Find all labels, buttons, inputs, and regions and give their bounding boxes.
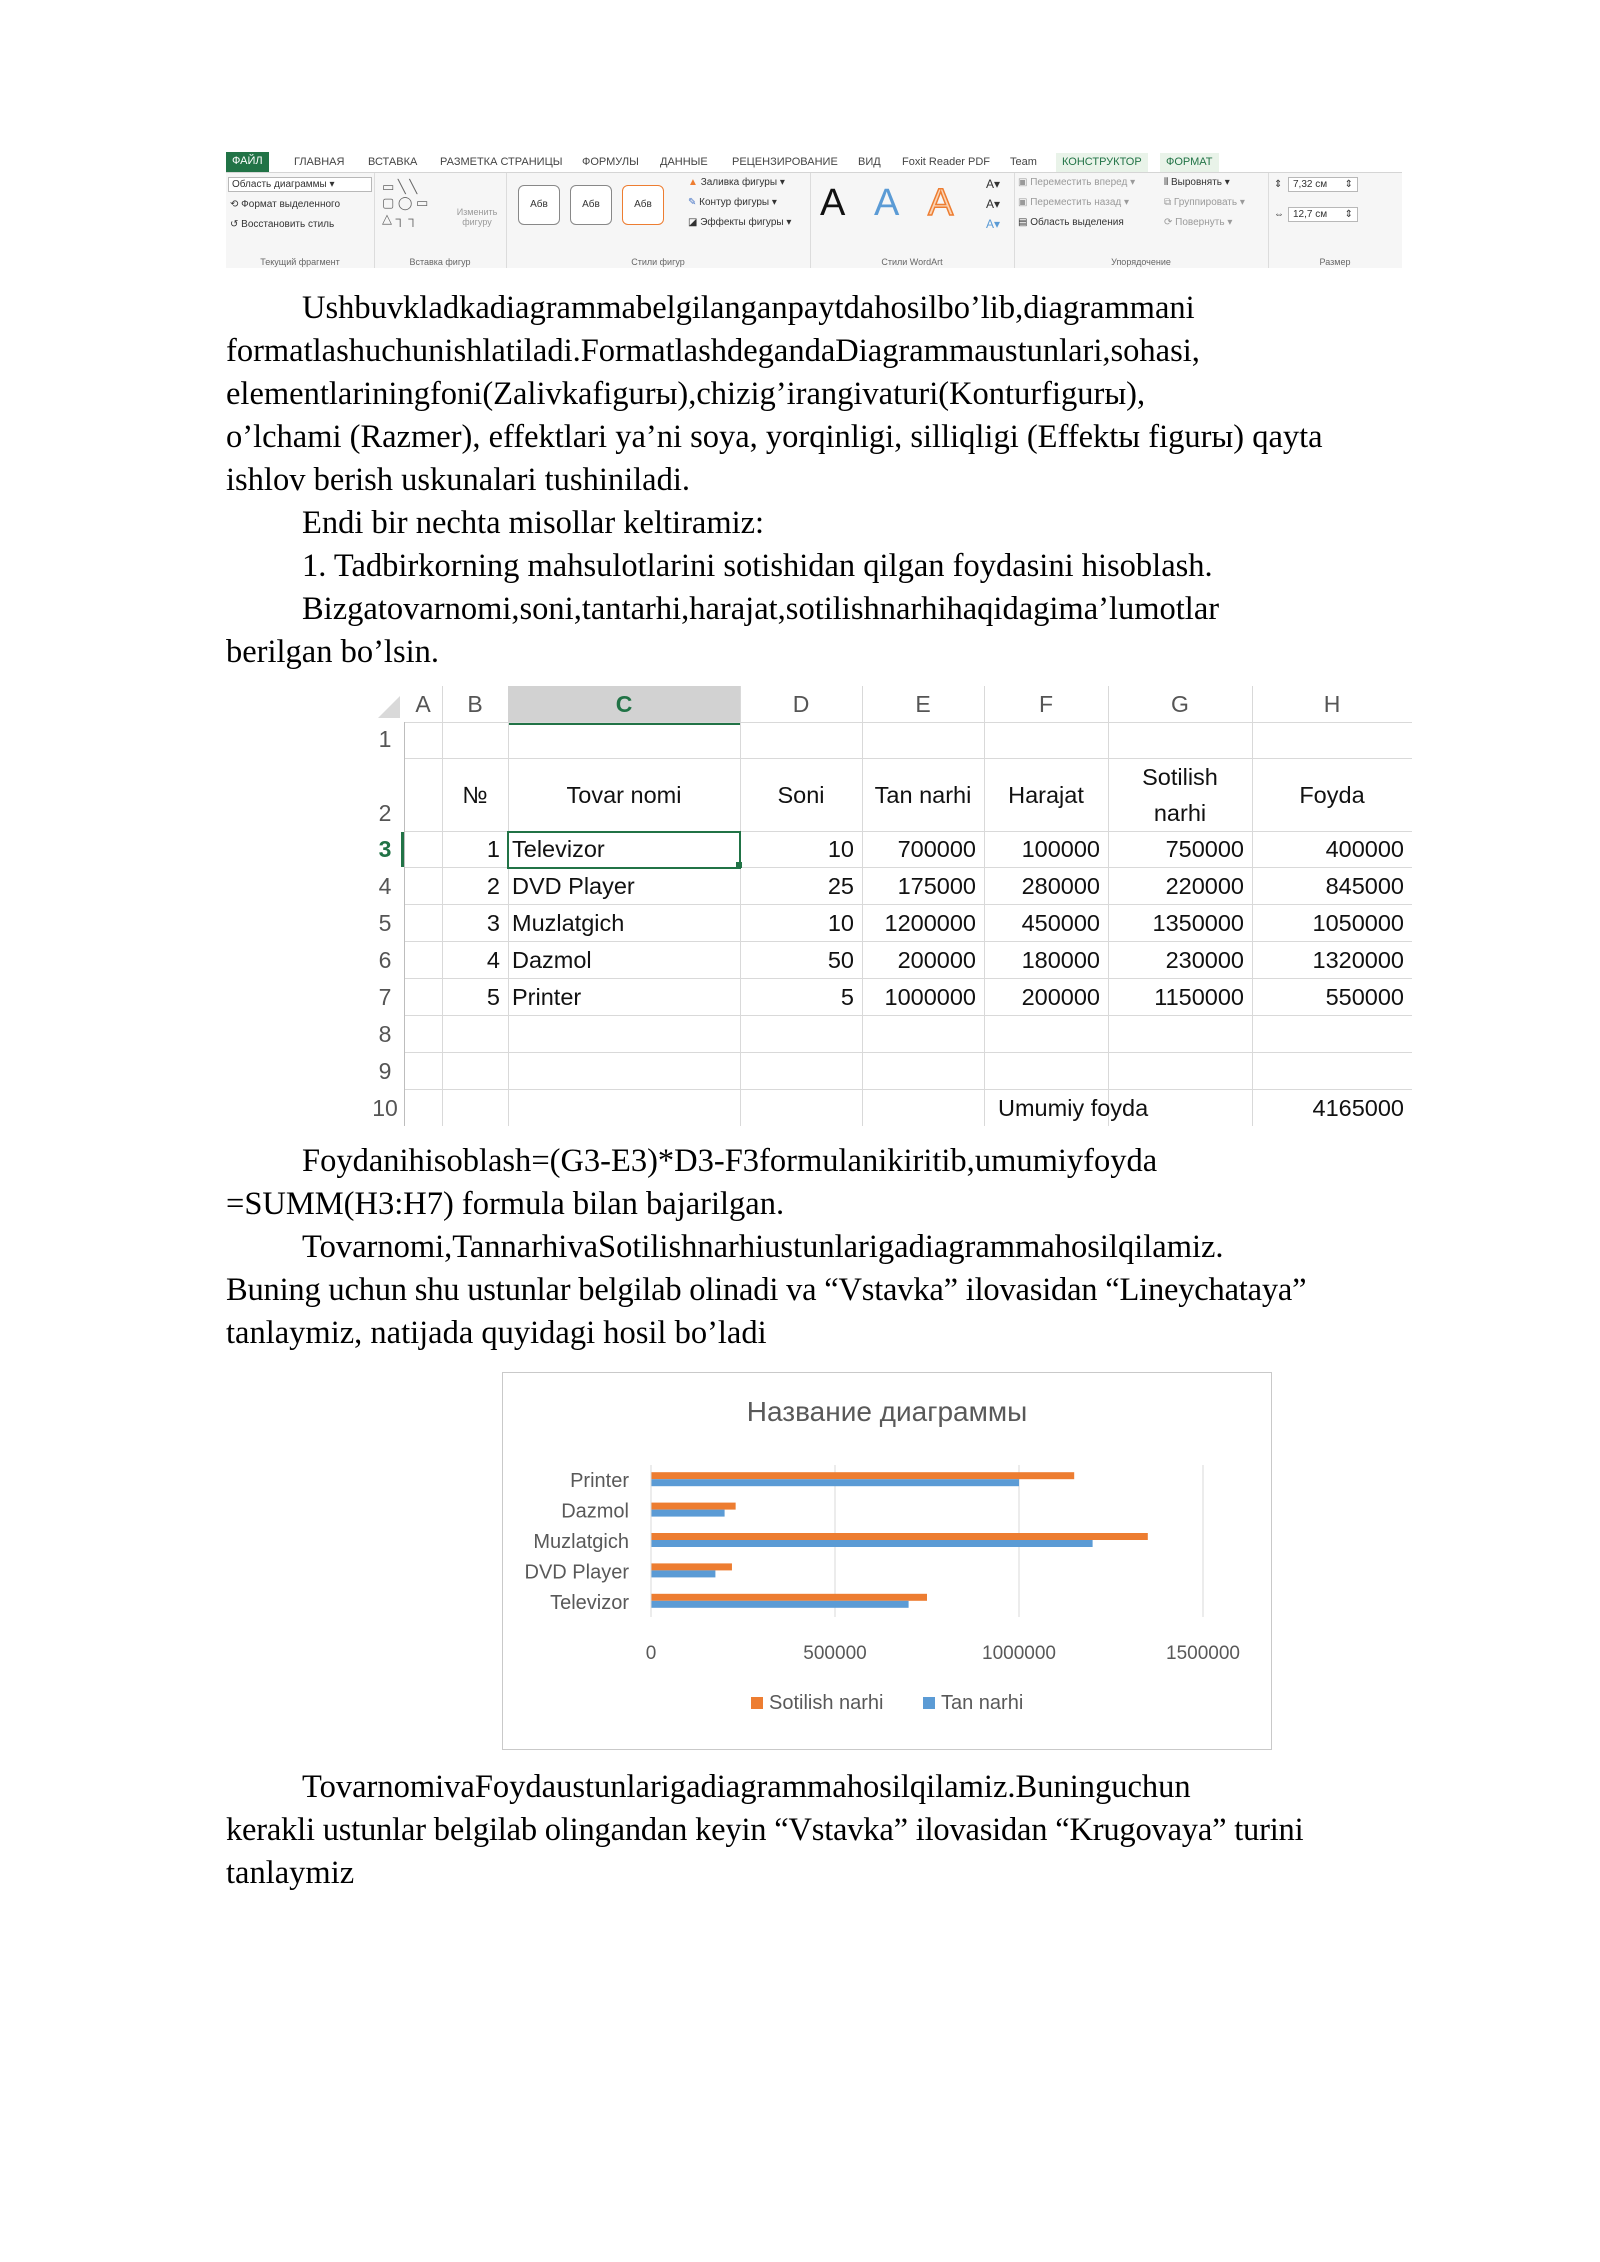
word: figurы), (1041, 376, 1146, 412)
cell-number[interactable]: 4 (486, 947, 500, 973)
row-selection-marker (401, 832, 404, 867)
column-header-a[interactable]: A (404, 686, 443, 722)
row-header-1[interactable]: 1 (378, 726, 392, 752)
group-label: Стили WordArt (881, 257, 943, 267)
word: rangi (795, 376, 863, 412)
tab-team[interactable]: Team (1010, 156, 1037, 168)
height-icon: ⇕ (1274, 179, 1283, 190)
legend-swatch (751, 1697, 763, 1709)
word: haqidagi (946, 591, 1059, 627)
column-header-b[interactable]: B (442, 686, 509, 722)
header-expense[interactable]: Harajat (1008, 782, 1084, 808)
word: hisoblash (408, 1143, 532, 1179)
word: diagramma (489, 290, 636, 326)
bar-tan-narhi (651, 1570, 715, 1577)
chart-element-dropdown[interactable]: Область диаграммы ▾ (228, 177, 372, 192)
paragraph-intro (226, 287, 1470, 502)
shape-height-input[interactable]: 7,32 см ⇕ (1288, 177, 1358, 192)
cell-expense[interactable]: 100000 (1021, 836, 1100, 862)
cell-product-name[interactable]: Printer (512, 984, 582, 1010)
cell-cost[interactable]: 175000 (897, 873, 976, 899)
text-line: ishlov berish uskunalari tushiniladi. (226, 462, 690, 498)
text-line: berilgan bo’lsin. (226, 634, 440, 670)
gridline (404, 722, 1412, 723)
word: harajat, (689, 591, 786, 627)
total-profit-label[interactable]: Umumiy foyda (998, 1095, 1149, 1121)
chart-canvas (503, 1373, 1271, 1749)
group-current-fragment (226, 173, 375, 268)
word: tan (581, 591, 622, 627)
word: narhi (697, 1229, 765, 1265)
bar-tan-narhi (651, 1601, 909, 1608)
group-wordart (810, 173, 1015, 268)
cell-product-name[interactable]: Muzlatgich (512, 910, 625, 936)
row-header-10[interactable]: 10 (372, 1095, 398, 1121)
line-text: kerakli ustunlar belgilab olingandan keyin “Vstavka” ilovasidan “Krugovaya” turini (226, 1812, 1304, 1848)
word: Tovar (302, 1229, 378, 1265)
legend-label: Sotilish narhi (769, 1692, 884, 1714)
column-header-d[interactable]: D (740, 686, 863, 722)
cell-product-name[interactable]: Televizor (512, 836, 605, 862)
column-header-h[interactable]: H (1323, 691, 1341, 717)
group-label: Упорядочение (1111, 257, 1171, 267)
cell-cost[interactable]: 1000000 (884, 984, 976, 1010)
tab-foxit[interactable]: Foxit Reader PDF (902, 156, 991, 168)
word: Diagramma (835, 333, 989, 369)
row-header-5[interactable]: 5 (378, 910, 392, 936)
gridline (404, 1015, 1412, 1016)
bar-tan-narhi (651, 1510, 725, 1517)
tab-page-layout[interactable]: РАЗМЕТКА СТРАНИЦЫ (440, 156, 563, 168)
word: Tovar (302, 1769, 378, 1805)
cell-number[interactable]: 1 (486, 836, 500, 862)
group-label: Размер (1319, 257, 1351, 267)
word: narhi (500, 1229, 568, 1265)
text-line (226, 1766, 1470, 1809)
word: Tan (452, 1229, 501, 1265)
header-cost[interactable]: Tan narhi (874, 782, 972, 808)
word: formulani (759, 1143, 888, 1179)
group-shape-styles (506, 173, 811, 268)
word: elementlarining (226, 376, 430, 412)
cell-product-name[interactable]: Dazmol (512, 947, 592, 973)
text-line (226, 1226, 1470, 1269)
group-arrange (1014, 173, 1269, 268)
cell-sale-price[interactable]: 1150000 (1154, 984, 1244, 1010)
word: belgilangan (635, 290, 788, 326)
align-button[interactable]: ⫴ Выровнять ▾ (1164, 177, 1230, 188)
tab-data[interactable]: ДАННЫЕ (660, 156, 708, 168)
cell-product-name[interactable]: DVD Player (512, 873, 635, 899)
word: nomi, (377, 1229, 453, 1265)
paragraph-pie-chart (226, 1766, 1470, 1895)
word: Foydani (302, 1143, 409, 1179)
cell-expense[interactable]: 180000 (1021, 947, 1100, 973)
spreadsheet-screenshot (366, 686, 1412, 1126)
group-button[interactable]: ⧉ Группировать ▾ (1164, 197, 1245, 208)
shape-width-input[interactable]: 12,7 см ⇕ (1288, 207, 1358, 222)
word: sotilish (785, 591, 880, 627)
shape-fill-label: Заливка фигуры (700, 177, 778, 188)
selection-pane-button[interactable]: ▤ Область выделения (1018, 217, 1124, 228)
word: Sotilish (598, 1229, 698, 1265)
cell-count[interactable]: 10 (827, 836, 854, 862)
shape-outline-button[interactable]: ✎ Контур фигуры ▾ (688, 197, 777, 208)
bar-tan-narhi (651, 1540, 1093, 1547)
word: (Kontur (938, 376, 1042, 412)
bar-sotilish-narhi (651, 1563, 732, 1570)
bring-forward-button[interactable]: ▣ Переместить вперед ▾ (1018, 177, 1136, 188)
shape-style-preset[interactable]: Абв (518, 185, 560, 225)
word: paytda (787, 290, 875, 326)
bar-sotilish-narhi (651, 1533, 1148, 1540)
shapes-gallery[interactable]: ▭ ╲ ╲ ▢ ◯ ▭ △ ┐ ┐ (382, 179, 429, 226)
cell-sale-price[interactable]: 1350000 (1152, 910, 1244, 936)
word: bo’lib, (937, 290, 1024, 326)
cell-count[interactable]: 5 (840, 984, 854, 1010)
rotate-button[interactable]: ⟳ Повернуть ▾ (1164, 217, 1233, 228)
chart-title: Название диаграммы (746, 1396, 1028, 1427)
text-outline-icon[interactable]: A▾ (986, 197, 1001, 211)
group-label: Стили фигур (631, 257, 685, 267)
ribbon-tabs (226, 150, 1402, 172)
word: hosil (846, 1769, 910, 1805)
tab-formulas[interactable]: ФОРМУЛЫ (582, 156, 639, 168)
word: Formatlash (580, 333, 727, 369)
category-label: Dazmol (561, 1500, 629, 1523)
tab-view[interactable]: ВИД (858, 156, 881, 168)
row-header-6[interactable]: 6 (378, 947, 392, 973)
legend-label: Tan narhi (941, 1692, 1024, 1714)
shape-width-value: 12,7 см (1293, 209, 1328, 220)
group-label: Текущий фрагмент (260, 257, 340, 267)
cell-cost[interactable]: 200000 (897, 947, 976, 973)
x-tick-label: 1500000 (1166, 1643, 1240, 1664)
change-shape-button[interactable]: Изменить фигуру (456, 207, 498, 227)
x-tick-label: 0 (645, 1643, 657, 1664)
header-sale-price-line2[interactable]: narhi (1153, 800, 1207, 826)
reset-style-button[interactable]: ↺ Восстановить стиль (230, 219, 335, 230)
word: va (567, 1229, 599, 1265)
text-line (226, 330, 1470, 373)
word: ustunlariga (764, 1229, 909, 1265)
gridline (404, 758, 1412, 759)
category-label: DVD Player (524, 1561, 629, 1584)
paragraph-examples-intro (226, 502, 1470, 588)
select-all-corner[interactable] (366, 686, 404, 722)
word: diagramma (700, 1769, 847, 1805)
x-tick-label: 1000000 (982, 1643, 1056, 1664)
paragraph-bar-chart (226, 1226, 1470, 1355)
cell-sale-price[interactable]: 230000 (1165, 947, 1244, 973)
column-header-c[interactable]: C (508, 686, 741, 725)
shape-effects-button[interactable]: ◪ Эффекты фигуры ▾ (688, 217, 792, 228)
word: soni, (519, 591, 582, 627)
cell-number[interactable]: 3 (486, 910, 500, 936)
text-line (226, 287, 1470, 330)
word: Buning (1015, 1769, 1112, 1805)
paragraph-formula (226, 1140, 1470, 1226)
word: va (444, 1769, 475, 1805)
bar-tan-narhi (651, 1479, 1019, 1486)
header-sale-price-line1[interactable]: Sotilish (1142, 764, 1218, 790)
bar-sotilish-narhi (651, 1472, 1074, 1479)
gridline (404, 941, 1412, 942)
ribbon-body (226, 172, 1402, 268)
line-text: Buning uchun shu ustunlar belgilab olinadi va “Vstavka” ilovasidan “Lineychataya” (226, 1272, 1307, 1308)
word: ma’lumotlar (1058, 591, 1220, 627)
text-line (226, 1140, 1470, 1183)
corner-triangle-icon (366, 686, 404, 722)
cell-count[interactable]: 50 (827, 947, 854, 973)
cell-expense[interactable]: 280000 (1021, 873, 1100, 899)
word: ustunlari, (988, 333, 1111, 369)
word: diagrammani (1023, 290, 1195, 326)
width-icon: ⇔ (1274, 209, 1284, 220)
text-line: =SUMM(H3:H7) formula bilan bajarilgan. (226, 1186, 785, 1222)
cell-sale-price[interactable]: 750000 (1165, 836, 1244, 862)
cell-expense[interactable]: 450000 (1021, 910, 1100, 936)
word: =(G3-E3)*D3-F3 (531, 1143, 760, 1179)
word: figurы), (592, 376, 697, 412)
word: (Zalivka (482, 376, 593, 412)
word: qilamiz. (1117, 1229, 1224, 1265)
x-tick-label: 500000 (803, 1643, 867, 1664)
word: hosil (1054, 1229, 1118, 1265)
cell-profit[interactable]: 1050000 (1312, 910, 1404, 936)
wordart-style-blue[interactable]: A (874, 182, 900, 224)
word: chizig’i (696, 376, 796, 412)
chart-element-value: Область диаграммы (232, 179, 327, 190)
gridline (404, 1052, 1412, 1053)
shape-style-preset[interactable]: Абв (622, 185, 664, 225)
text-line (226, 1269, 1470, 1312)
row-header-2[interactable]: 2 (378, 800, 392, 826)
cell-profit[interactable]: 400000 (1325, 836, 1404, 862)
word: uchun (364, 333, 445, 369)
text-line: tanlaymiz (226, 1855, 355, 1891)
wordart-style-orange[interactable]: A (928, 182, 954, 224)
word: nomi (377, 1769, 445, 1805)
cell-cost[interactable]: 1200000 (884, 910, 976, 936)
word: ustunlariga (556, 1769, 701, 1805)
cell-number[interactable]: 2 (486, 873, 500, 899)
word: turi (893, 376, 939, 412)
cell-number[interactable]: 5 (486, 984, 500, 1010)
header-profit[interactable]: Foyda (1299, 782, 1365, 808)
fill-handle[interactable] (736, 862, 742, 868)
cell-expense[interactable]: 200000 (1021, 984, 1100, 1010)
text-line: 1. Tadbirkorning mahsulotlarini sotishidan qilgan foydasini hisoblash. (302, 548, 1213, 584)
column-header-f[interactable]: F (984, 686, 1109, 722)
tab-home[interactable]: ГЛАВНАЯ (294, 156, 345, 168)
text-line: tanlaymiz, natijada quyidagi hosil bo’ladi (226, 1315, 767, 1351)
row-header-9[interactable]: 9 (378, 1058, 392, 1084)
rotate-label: Повернуть (1175, 217, 1225, 228)
header-count[interactable]: Soni (777, 782, 825, 808)
reset-style-label: Восстановить стиль (241, 219, 335, 230)
cell-cost[interactable]: 700000 (897, 836, 976, 862)
text-line (226, 1809, 1470, 1852)
word: vkladka (386, 290, 490, 326)
cell-profit[interactable]: 1320000 (1312, 947, 1404, 973)
bar-sotilish-narhi (651, 1594, 927, 1601)
bar-chart[interactable] (502, 1372, 1272, 1750)
text-effects-icon[interactable]: A▾ (986, 217, 1001, 231)
active-cell-c3[interactable] (507, 831, 741, 869)
category-label: Printer (570, 1470, 629, 1493)
word: kiritib, (887, 1143, 975, 1179)
row-header-8[interactable]: 8 (378, 1021, 392, 1047)
tab-design[interactable]: КОНСТРУКТОР (1056, 153, 1148, 172)
word: tovar (377, 591, 445, 627)
row-header-3[interactable]: 3 (378, 836, 392, 862)
selection-pane-label: Область выделения (1030, 217, 1124, 228)
word: va (862, 376, 894, 412)
cell-profit[interactable]: 845000 (1325, 873, 1404, 899)
shape-outline-label: Контур фигуры (699, 197, 770, 208)
cell-count[interactable]: 25 (827, 873, 854, 899)
word: Bizga (302, 591, 378, 627)
word: sohasi, (1110, 333, 1200, 369)
word: formatlash (226, 333, 365, 369)
group-size (1268, 173, 1402, 268)
header-number[interactable]: № (462, 782, 488, 808)
format-selection-button[interactable]: ⟲ Формат выделенного (230, 199, 341, 210)
excel-ribbon-screenshot (226, 150, 1402, 268)
line-text: o’lchami (Razmer), effektlari ya’ni soya, yorqinligi, silliqligi (Effektы figurы) qayta (226, 419, 1323, 455)
word: uchun (1111, 1769, 1191, 1805)
row-header-4[interactable]: 4 (378, 873, 392, 899)
word: foni (429, 376, 483, 412)
category-label: Televizor (550, 1591, 629, 1614)
cell-profit[interactable]: 550000 (1325, 984, 1404, 1010)
group-label: Вставка фигур (409, 257, 471, 267)
column-header-e[interactable]: E (862, 686, 985, 722)
tab-review[interactable]: РЕЦЕНЗИРОВАНИЕ (732, 156, 838, 168)
shape-height-value: 7,32 см (1293, 179, 1328, 190)
tab-insert[interactable]: ВСТАВКА (368, 156, 418, 168)
category-label: Muzlatgich (533, 1531, 629, 1553)
gridline (404, 1089, 1412, 1090)
word: foyda (1083, 1143, 1158, 1179)
group-label-text: Группировать (1173, 197, 1238, 208)
cell-sale-price[interactable]: 220000 (1165, 873, 1244, 899)
word: hosil (874, 290, 938, 326)
paragraph-given-data (226, 588, 1470, 674)
tab-format[interactable]: ФОРМАТ (1160, 153, 1219, 172)
word: nomi, (444, 591, 520, 627)
word: qilamiz. (909, 1769, 1016, 1805)
text-line: Endi bir nechta misollar keltiramiz: (302, 505, 765, 541)
text-line (226, 373, 1470, 416)
gridline (404, 904, 1412, 905)
header-product-name[interactable]: Tovar nomi (566, 782, 682, 808)
column-header-g[interactable]: G (1108, 686, 1253, 722)
word: Ushbu (302, 290, 387, 326)
legend-swatch (923, 1697, 935, 1709)
word: Foyda (474, 1769, 557, 1805)
gridline (404, 722, 405, 1126)
word: deganda (726, 333, 836, 369)
word: tarhi, (621, 591, 690, 627)
row-header-7[interactable]: 7 (378, 984, 392, 1010)
word: diagramma (908, 1229, 1055, 1265)
send-backward-label: Переместить назад (1030, 197, 1122, 208)
bar-sotilish-narhi (651, 1503, 736, 1510)
tab-file[interactable]: ФАЙЛ (226, 152, 269, 172)
bring-forward-label: Переместить вперед (1030, 177, 1128, 188)
text-line (226, 416, 1470, 459)
text-fill-icon[interactable]: A▾ (986, 177, 1001, 191)
align-label: Выровнять (1170, 177, 1223, 188)
total-profit-value[interactable]: 4165000 (1312, 1095, 1404, 1121)
send-backward-button[interactable]: ▣ Переместить назад ▾ (1018, 197, 1130, 208)
word: narhi (879, 591, 947, 627)
shape-style-preset[interactable]: Абв (570, 185, 612, 225)
shape-fill-button[interactable]: ▲ Заливка фигуры ▾ (688, 177, 785, 188)
format-selection-label: Формат выделенного (241, 199, 341, 210)
group-insert-shapes (374, 173, 507, 268)
gridline (404, 978, 1412, 979)
wordart-style-black[interactable]: A (820, 182, 846, 224)
word: ishlatiladi. (444, 333, 581, 369)
cell-count[interactable]: 10 (827, 910, 854, 936)
text-line (226, 588, 1470, 631)
shape-effects-label: Эффекты фигуры (700, 217, 784, 228)
word: umumiy (974, 1143, 1084, 1179)
